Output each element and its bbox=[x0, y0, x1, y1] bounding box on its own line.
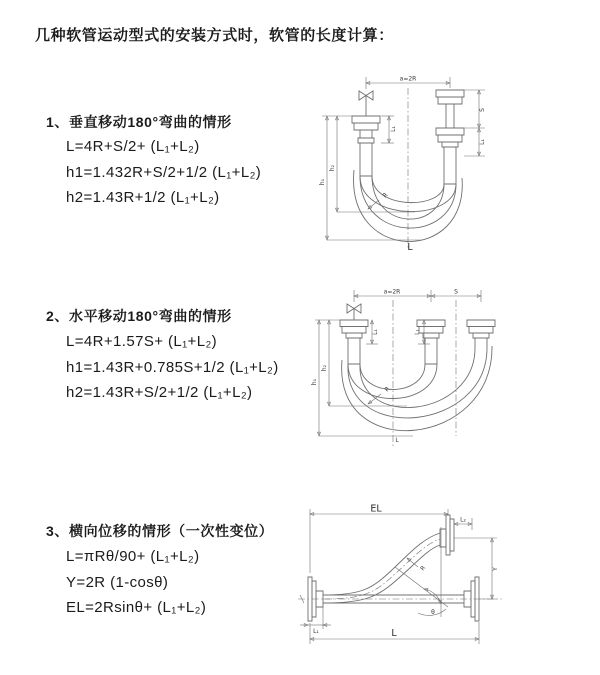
section-3-formula-EL: EL=2Rsinθ+ (L₁+L₂) bbox=[66, 599, 207, 616]
flange-upper-right bbox=[440, 515, 454, 555]
dim-label-a2r: a=2R bbox=[399, 75, 417, 83]
dim-label-h2: h₂ bbox=[321, 364, 328, 372]
braided-hose-left bbox=[360, 143, 372, 176]
moving-end-pipe bbox=[446, 104, 454, 128]
section-1-formula-h2: h2=1.43R+1/2 (L₁+L₂) bbox=[66, 189, 220, 206]
dim-label-r: R bbox=[383, 385, 392, 394]
section-2-heading: 2、水平移动180°弯曲的情形 bbox=[46, 308, 232, 324]
section-1-heading: 1、垂直移动180°弯曲的情形 bbox=[46, 114, 232, 130]
flange-middle bbox=[417, 320, 445, 338]
dim-label-theta: θ bbox=[431, 609, 435, 616]
moving-end-flange-lower bbox=[436, 128, 464, 147]
radius-callout bbox=[407, 558, 427, 572]
section-2-formula-h2: h2=1.43R+S/2+1/2 (L₁+L₂) bbox=[66, 384, 253, 401]
moving-end-flange-upper bbox=[436, 90, 464, 104]
diagram-horizontal-180 bbox=[311, 286, 499, 454]
dim-label-s: S bbox=[479, 108, 486, 112]
dim-label-y: Y bbox=[492, 567, 499, 571]
section-3-formula-Y: Y=2R (1-cosθ) bbox=[66, 574, 169, 591]
radius-callout bbox=[368, 192, 389, 209]
valve-icon bbox=[347, 304, 361, 320]
flange-left bbox=[340, 320, 368, 338]
dim-label-l1-left: L₁ bbox=[390, 126, 397, 132]
braided-hose-left bbox=[348, 338, 360, 364]
dim-label-l2: L₂ bbox=[460, 516, 466, 524]
section-1-formula-L: L=4R+S/2+ (L₁+L₂) bbox=[66, 138, 200, 155]
flange-right bbox=[467, 320, 495, 338]
dim-label-a2r: a=2R bbox=[383, 288, 401, 296]
valve-icon bbox=[359, 91, 373, 116]
section-3-heading: 3、横向位移的情形（一次性变位） bbox=[46, 523, 274, 539]
dim-label-l: L bbox=[391, 628, 397, 639]
dim-label-l1: L₁ bbox=[313, 628, 319, 635]
dim-label-r: R bbox=[381, 191, 390, 200]
section-2-formula-L: L=4R+1.57S+ (L₁+L₂) bbox=[66, 333, 218, 350]
braided-hose-middle bbox=[425, 338, 437, 364]
dim-label-h1: h₁ bbox=[311, 378, 318, 386]
dim-label-el: EL bbox=[370, 503, 382, 515]
centerline bbox=[393, 300, 456, 448]
dim-label-l1-right: L₁ bbox=[479, 139, 486, 145]
braided-hose-right bbox=[444, 147, 456, 184]
fixed-end-flange bbox=[352, 116, 380, 143]
dim-label-L: L bbox=[407, 242, 413, 253]
diagram-lateral-displacement bbox=[296, 503, 504, 651]
page-title: 几种软管运动型式的安装方式时，软管的长度计算： bbox=[35, 27, 394, 44]
dimension-lines bbox=[319, 76, 486, 241]
section-3-formula-L: L=πRθ/90+ (L₁+L₂) bbox=[66, 548, 200, 565]
dim-label-h2: h₂ bbox=[329, 164, 336, 172]
dim-label-h1: h₁ bbox=[319, 178, 326, 186]
dim-label-L: L bbox=[395, 437, 399, 444]
dimension-lines bbox=[311, 289, 481, 437]
dim-label-l1-a: L₁ bbox=[372, 329, 379, 335]
section-1-formula-h1: h1=1.432R+S/2+1/2 (L₁+L₂) bbox=[66, 164, 262, 181]
dim-label-s: S bbox=[454, 288, 458, 296]
pipe-right bbox=[475, 338, 487, 348]
dimension-lines bbox=[300, 504, 499, 645]
hose-curves bbox=[342, 346, 492, 431]
dim-label-r: R bbox=[419, 564, 428, 573]
section-2-formula-h1: h1=1.43R+0.785S+1/2 (L₁+L₂) bbox=[66, 359, 279, 376]
dim-label-l1-b: L₁ bbox=[414, 329, 421, 335]
diagram-vertical-180 bbox=[317, 72, 495, 254]
